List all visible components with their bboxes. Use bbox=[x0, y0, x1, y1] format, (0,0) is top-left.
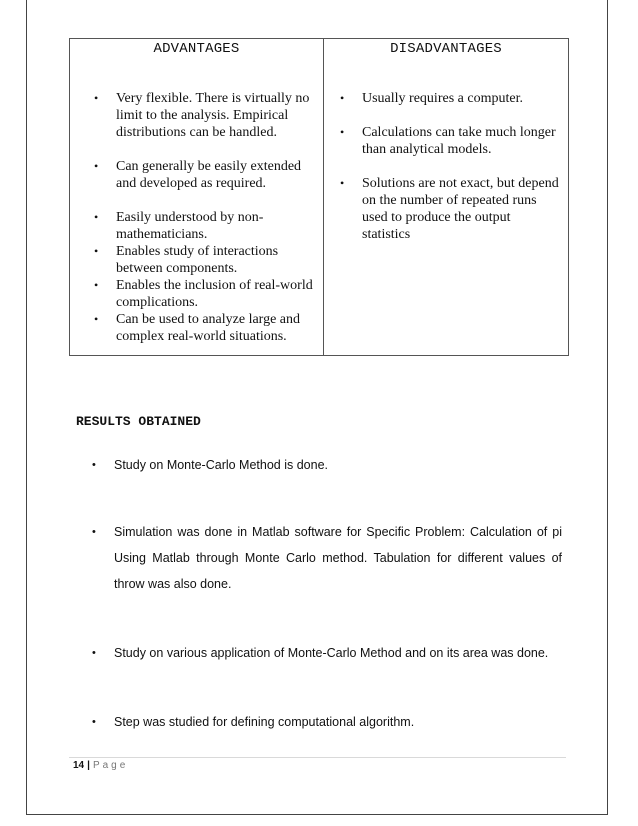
bullet-icon: • bbox=[340, 176, 345, 190]
bullet-icon: • bbox=[94, 159, 99, 173]
advantages-list bbox=[94, 90, 320, 345]
page-number: 14 bbox=[73, 760, 85, 771]
disadvantage-item bbox=[340, 90, 560, 107]
results-list bbox=[92, 452, 562, 735]
disadvantages-header: DISADVANTAGES bbox=[390, 41, 502, 57]
result-text: Study on various application of Monte-Carlo Method and on its area was done. bbox=[114, 646, 549, 660]
result-item bbox=[92, 452, 562, 478]
bullet-icon: • bbox=[94, 244, 99, 258]
results-title: RESULTS OBTAINED bbox=[76, 414, 201, 429]
disadvantage-text: Usually requires a computer. bbox=[362, 91, 523, 106]
bullet-icon: • bbox=[94, 210, 99, 224]
result-item bbox=[92, 640, 562, 666]
disadvantages-column bbox=[324, 39, 568, 355]
advantage-text: Enables the inclusion of real-world complications. bbox=[116, 278, 313, 310]
comparison-table bbox=[69, 38, 569, 356]
bullet-icon: • bbox=[340, 91, 345, 105]
result-item bbox=[92, 519, 562, 597]
advantage-text: Enables study of interactions between components. bbox=[116, 244, 279, 276]
bullet-icon: • bbox=[92, 716, 96, 728]
advantage-item bbox=[94, 243, 320, 277]
footer-separator: | bbox=[87, 760, 90, 771]
bullet-icon: • bbox=[92, 647, 96, 659]
result-text: Study on Monte-Carlo Method is done. bbox=[114, 458, 329, 472]
disadvantage-text: Calculations can take much longer than analytical models. bbox=[362, 125, 556, 157]
advantage-item bbox=[94, 209, 320, 243]
advantage-text: Can generally be easily extended and developed as required. bbox=[116, 159, 302, 191]
bullet-icon: • bbox=[92, 459, 96, 471]
footer-divider bbox=[69, 757, 566, 758]
result-text: Step was studied for defining computational algorithm. bbox=[114, 715, 415, 729]
advantage-item bbox=[94, 277, 320, 311]
page-footer bbox=[73, 760, 128, 771]
advantage-item bbox=[94, 158, 320, 192]
disadvantages-list bbox=[340, 90, 560, 243]
advantages-header: ADVANTAGES bbox=[153, 41, 240, 57]
advantage-text: Can be used to analyze large and complex real-world situations. bbox=[116, 312, 301, 344]
result-text: Simulation was done in Matlab software for Specific Problem: Calculation of pi Using Matlab through Monte Carlo method. Tabulation for different values of throw was also done. bbox=[114, 525, 562, 591]
bullet-icon: • bbox=[94, 278, 99, 292]
advantages-column bbox=[70, 39, 324, 355]
disadvantage-text: Solutions are not exact, but depend on the number of repeated runs used to produce the output statistics bbox=[362, 176, 559, 242]
disadvantage-item bbox=[340, 175, 560, 243]
bullet-icon: • bbox=[94, 91, 99, 105]
advantage-text: Easily understood by non-mathematicians. bbox=[116, 210, 264, 242]
advantage-text: Very flexible. There is virtually no limit to the analysis. Empirical distributions can be handled. bbox=[116, 91, 310, 140]
disadvantage-item bbox=[340, 124, 560, 158]
page-label: Page bbox=[92, 760, 129, 771]
bullet-icon: • bbox=[94, 312, 99, 326]
bullet-icon: • bbox=[92, 526, 96, 538]
result-item bbox=[92, 709, 562, 735]
advantage-item bbox=[94, 311, 320, 345]
bullet-icon: • bbox=[340, 125, 345, 139]
advantage-item bbox=[94, 90, 320, 141]
